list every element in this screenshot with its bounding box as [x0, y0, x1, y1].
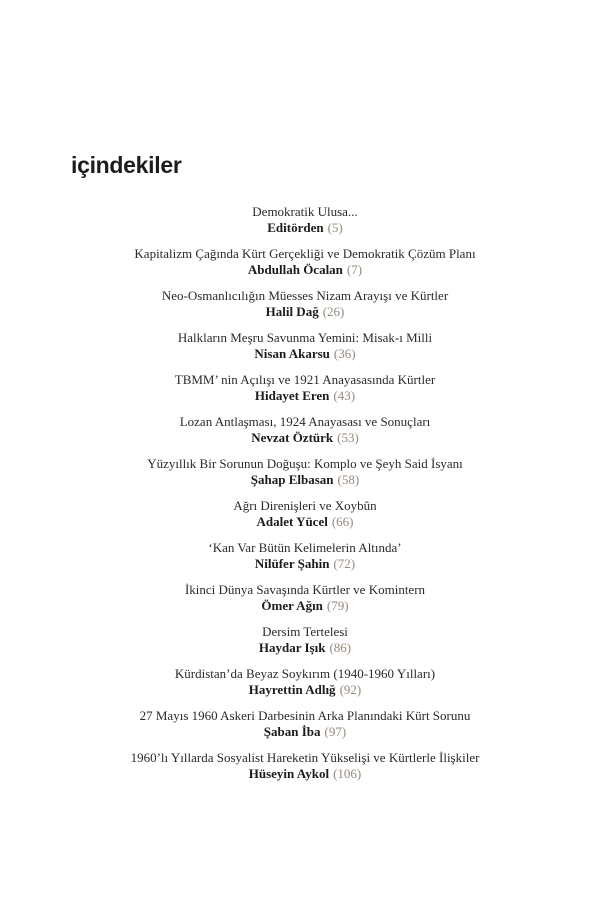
- entry-author: Hüseyin Aykol: [248, 766, 330, 781]
- entry-author: Şahap Elbasan: [250, 472, 334, 487]
- entry-page-number: (97): [324, 724, 347, 739]
- toc-entry: [60, 498, 550, 530]
- entry-author: Abdullah Öcalan: [247, 262, 343, 277]
- toc-entry: [60, 582, 550, 614]
- toc-list: [60, 204, 550, 792]
- entry-author: Haydar Işık: [258, 640, 326, 655]
- entry-page-number: (106): [333, 766, 362, 781]
- entry-author: Ömer Ağın: [261, 598, 323, 613]
- entry-title: Ağrı Direnişleri ve Xoybûn: [233, 498, 377, 513]
- toc-entry: [60, 288, 550, 320]
- entry-author: Halil Dağ: [265, 304, 319, 319]
- entry-author: Adalet Yücel: [256, 514, 328, 529]
- toc-entry: [60, 204, 550, 236]
- entry-title: Neo-Osmanlıcılığın Müesses Nizam Arayışı ve Kürtler: [161, 288, 449, 303]
- entry-author: Hayrettin Adlığ: [248, 682, 336, 697]
- entry-byline: [60, 388, 550, 404]
- entry-page-number: (66): [331, 514, 354, 529]
- entry-page-number: (86): [329, 640, 352, 655]
- entry-title: 1960’lı Yıllarda Sosyalist Hareketin Yükselişi ve Kürtlerle İlişkiler: [130, 750, 480, 765]
- entry-byline: [60, 430, 550, 446]
- entry-page-number: (92): [339, 682, 362, 697]
- entry-byline: [60, 724, 550, 740]
- entry-byline: [60, 220, 550, 236]
- entry-byline: [60, 262, 550, 278]
- toc-entry: [60, 330, 550, 362]
- entry-byline: [60, 514, 550, 530]
- entry-page-number: (53): [337, 430, 359, 445]
- entry-page-number: (43): [333, 388, 356, 403]
- entry-page-number: (26): [322, 304, 345, 319]
- entry-byline: [60, 556, 550, 572]
- entry-author: Editörden: [267, 220, 324, 235]
- entry-byline: [60, 682, 550, 698]
- entry-byline: [60, 346, 550, 362]
- toc-entry: [60, 750, 550, 782]
- entry-byline: [60, 304, 550, 320]
- entry-title: Lozan Antlaşması, 1924 Anayasası ve Sonuçları: [179, 414, 431, 429]
- entry-title: ‘Kan Var Bütün Kelimelerin Altında’: [208, 540, 402, 555]
- entry-byline: [60, 640, 550, 656]
- toc-entry: [60, 372, 550, 404]
- entry-title: İkinci Dünya Savaşında Kürtler ve Komintern: [184, 582, 426, 597]
- toc-entry: [60, 624, 550, 656]
- entry-byline: [60, 766, 550, 782]
- entry-byline: [60, 598, 550, 614]
- entry-title: Demokratik Ulusa...: [252, 204, 358, 219]
- entry-byline: [60, 472, 550, 488]
- entry-page-number: (58): [337, 472, 360, 487]
- entry-title: Kürdistan’da Beyaz Soykırım (1940-1960 Yılları): [174, 666, 436, 681]
- toc-entry: [60, 540, 550, 572]
- entry-page-number: (36): [333, 346, 356, 361]
- entry-author: Hidayet Eren: [254, 388, 330, 403]
- entry-author: Nisan Akarsu: [254, 346, 330, 361]
- entry-page-number: (7): [346, 262, 363, 277]
- entry-page-number: (79): [326, 598, 349, 613]
- page-title: içindekiler: [71, 152, 182, 178]
- toc-entry: [60, 246, 550, 278]
- entry-title: TBMM’ nin Açılışı ve 1921 Anayasasında Kürtler: [174, 372, 436, 387]
- toc-entry: [60, 666, 550, 698]
- entry-title: Kapitalizm Çağında Kürt Gerçekliği ve Demokratik Çözüm Planı: [134, 246, 476, 261]
- entry-title: 27 Mayıs 1960 Askeri Darbesinin Arka Planındaki Kürt Sorunu: [139, 708, 471, 723]
- entry-author: Nilüfer Şahin: [254, 556, 330, 571]
- toc-entry: [60, 708, 550, 740]
- entry-page-number: (5): [327, 220, 343, 235]
- entry-title: Yüzyıllık Bir Sorunun Doğuşu: Komplo ve Şeyh Said İsyanı: [147, 456, 463, 471]
- entry-title: Halkların Meşru Savunma Yemini: Misak-ı Milli: [177, 330, 433, 345]
- entry-title: Dersim Tertelesi: [262, 624, 348, 639]
- toc-entry: [60, 456, 550, 488]
- toc-entry: [60, 414, 550, 446]
- entry-author: Şaban İba: [263, 724, 321, 739]
- entry-page-number: (72): [333, 556, 356, 571]
- entry-author: Nevzat Öztürk: [251, 430, 334, 445]
